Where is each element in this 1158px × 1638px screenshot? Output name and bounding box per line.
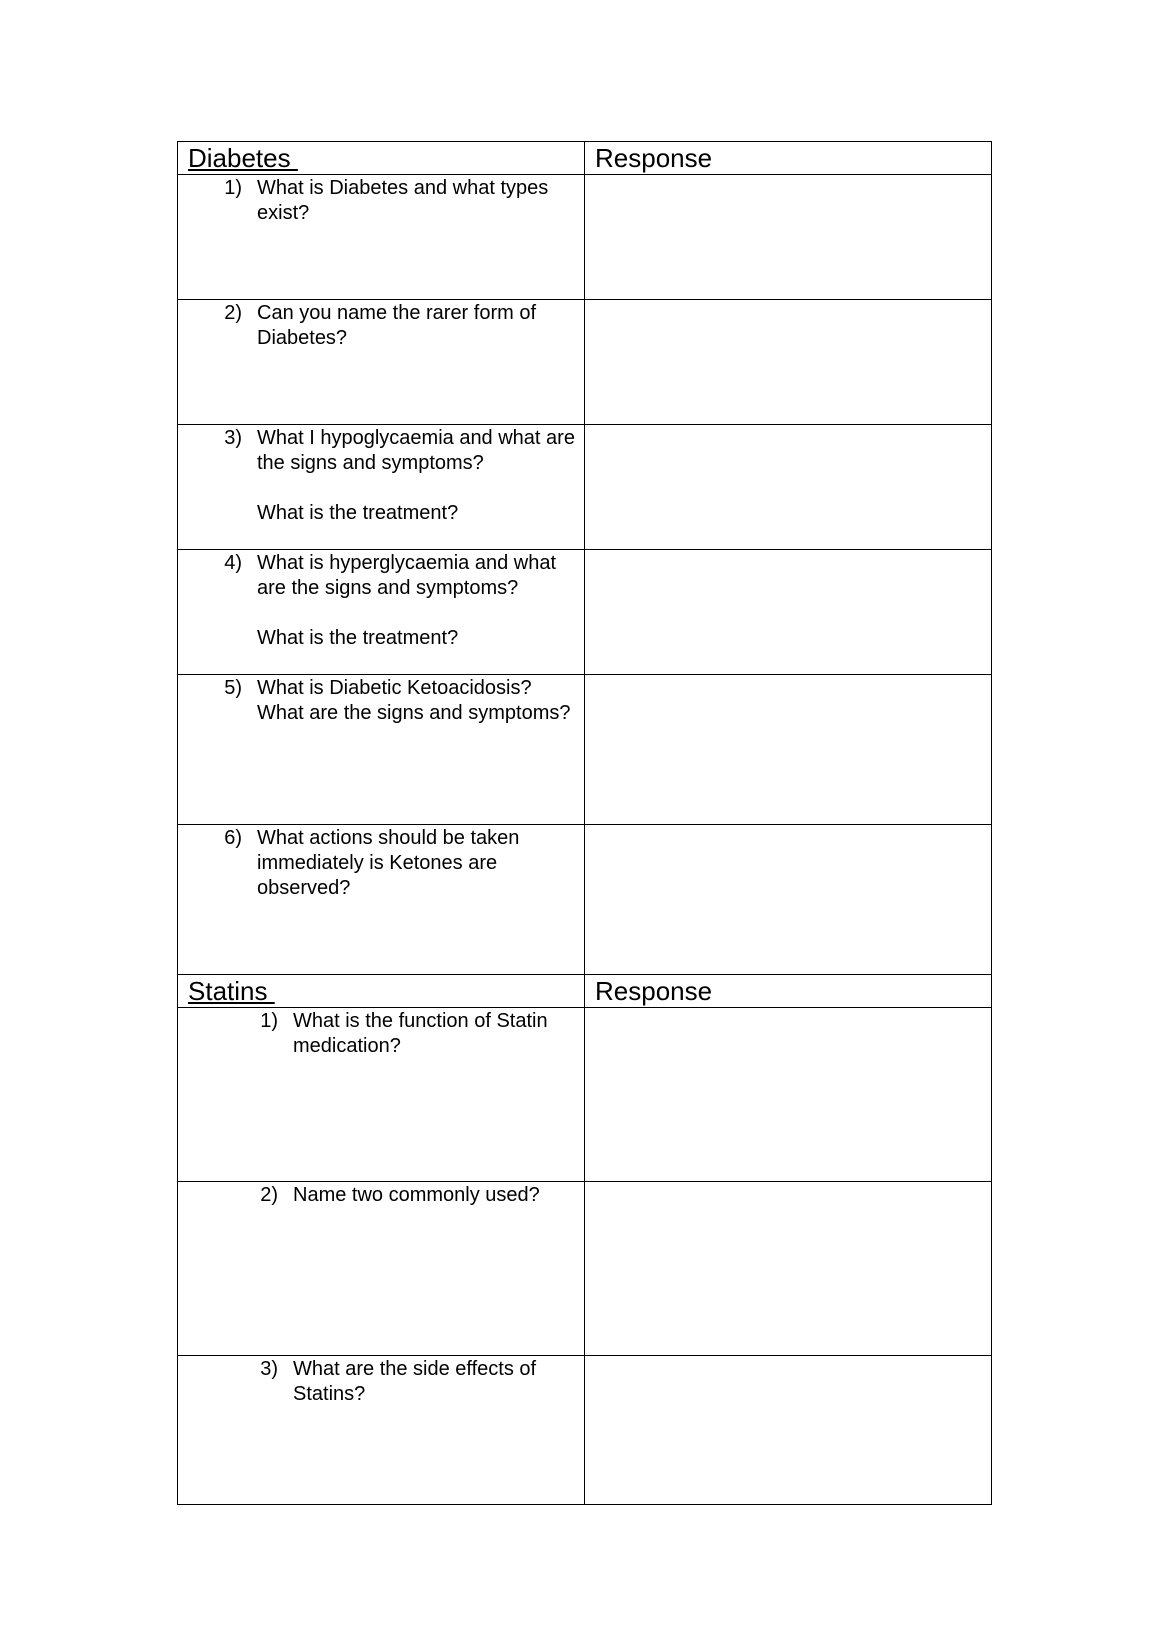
statins-response-header: Response xyxy=(595,976,713,1006)
question-followup-text: What is the treatment? xyxy=(257,627,459,649)
question-number: 6) xyxy=(224,827,242,849)
question-text: What actions should be taken immediately is Ketones are observed? xyxy=(257,827,520,899)
statins-question-row xyxy=(178,1182,992,1356)
question-text: What I hypoglycaemia and what are the signs and symptoms? xyxy=(257,427,575,474)
question-text: What is Diabetes and what types exist? xyxy=(257,177,549,224)
question-cell xyxy=(178,425,585,550)
question-text: What is Diabetic Ketoacidosis? What are the signs and symptoms? xyxy=(257,677,571,724)
response-cell[interactable] xyxy=(585,175,992,300)
question-text: What is the function of Statin medication? xyxy=(293,1010,548,1057)
question-cell xyxy=(178,1182,585,1356)
diabetes-question-row xyxy=(178,550,992,675)
question-text: Name two commonly used? xyxy=(293,1184,540,1206)
response-cell[interactable] xyxy=(585,300,992,425)
statins-response-header-cell xyxy=(585,975,992,1008)
question-followup-text: What is the treatment? xyxy=(257,502,459,524)
question-number: 1) xyxy=(260,1010,278,1032)
statins-section-title-cell xyxy=(178,975,585,1008)
worksheet-table xyxy=(177,141,992,1505)
response-cell[interactable] xyxy=(585,425,992,550)
question-number: 5) xyxy=(224,677,242,699)
response-cell[interactable] xyxy=(585,550,992,675)
question-cell xyxy=(178,1008,585,1182)
question-text: What are the side effects of Statins? xyxy=(293,1358,537,1405)
diabetes-header-row xyxy=(178,142,992,175)
statins-section-title: Statins xyxy=(188,976,275,1006)
statins-header-row xyxy=(178,975,992,1008)
diabetes-question-row xyxy=(178,675,992,825)
question-text: What is hyperglycaemia and what are the signs and symptoms? xyxy=(257,552,557,599)
statins-question-row xyxy=(178,1356,992,1505)
response-cell[interactable] xyxy=(585,825,992,975)
question-cell xyxy=(178,175,585,300)
statins-question-row xyxy=(178,1008,992,1182)
diabetes-response-header-cell xyxy=(585,142,992,175)
question-text: Can you name the rarer form of Diabetes? xyxy=(257,302,537,349)
diabetes-response-header: Response xyxy=(595,143,713,173)
question-cell xyxy=(178,300,585,425)
response-cell[interactable] xyxy=(585,1008,992,1182)
question-cell xyxy=(178,1356,585,1505)
response-cell[interactable] xyxy=(585,1182,992,1356)
diabetes-section-title-cell xyxy=(178,142,585,175)
diabetes-question-row xyxy=(178,175,992,300)
question-cell xyxy=(178,550,585,675)
response-cell[interactable] xyxy=(585,675,992,825)
question-number: 1) xyxy=(224,177,242,199)
diabetes-question-row xyxy=(178,825,992,975)
question-number: 3) xyxy=(224,427,242,449)
response-cell[interactable] xyxy=(585,1356,992,1505)
question-number: 2) xyxy=(224,302,242,324)
diabetes-question-row xyxy=(178,425,992,550)
question-number: 3) xyxy=(260,1358,278,1380)
question-cell xyxy=(178,675,585,825)
diabetes-section-title: Diabetes xyxy=(188,143,298,173)
question-number: 4) xyxy=(224,552,242,574)
question-number: 2) xyxy=(260,1184,278,1206)
question-cell xyxy=(178,825,585,975)
diabetes-question-row xyxy=(178,300,992,425)
